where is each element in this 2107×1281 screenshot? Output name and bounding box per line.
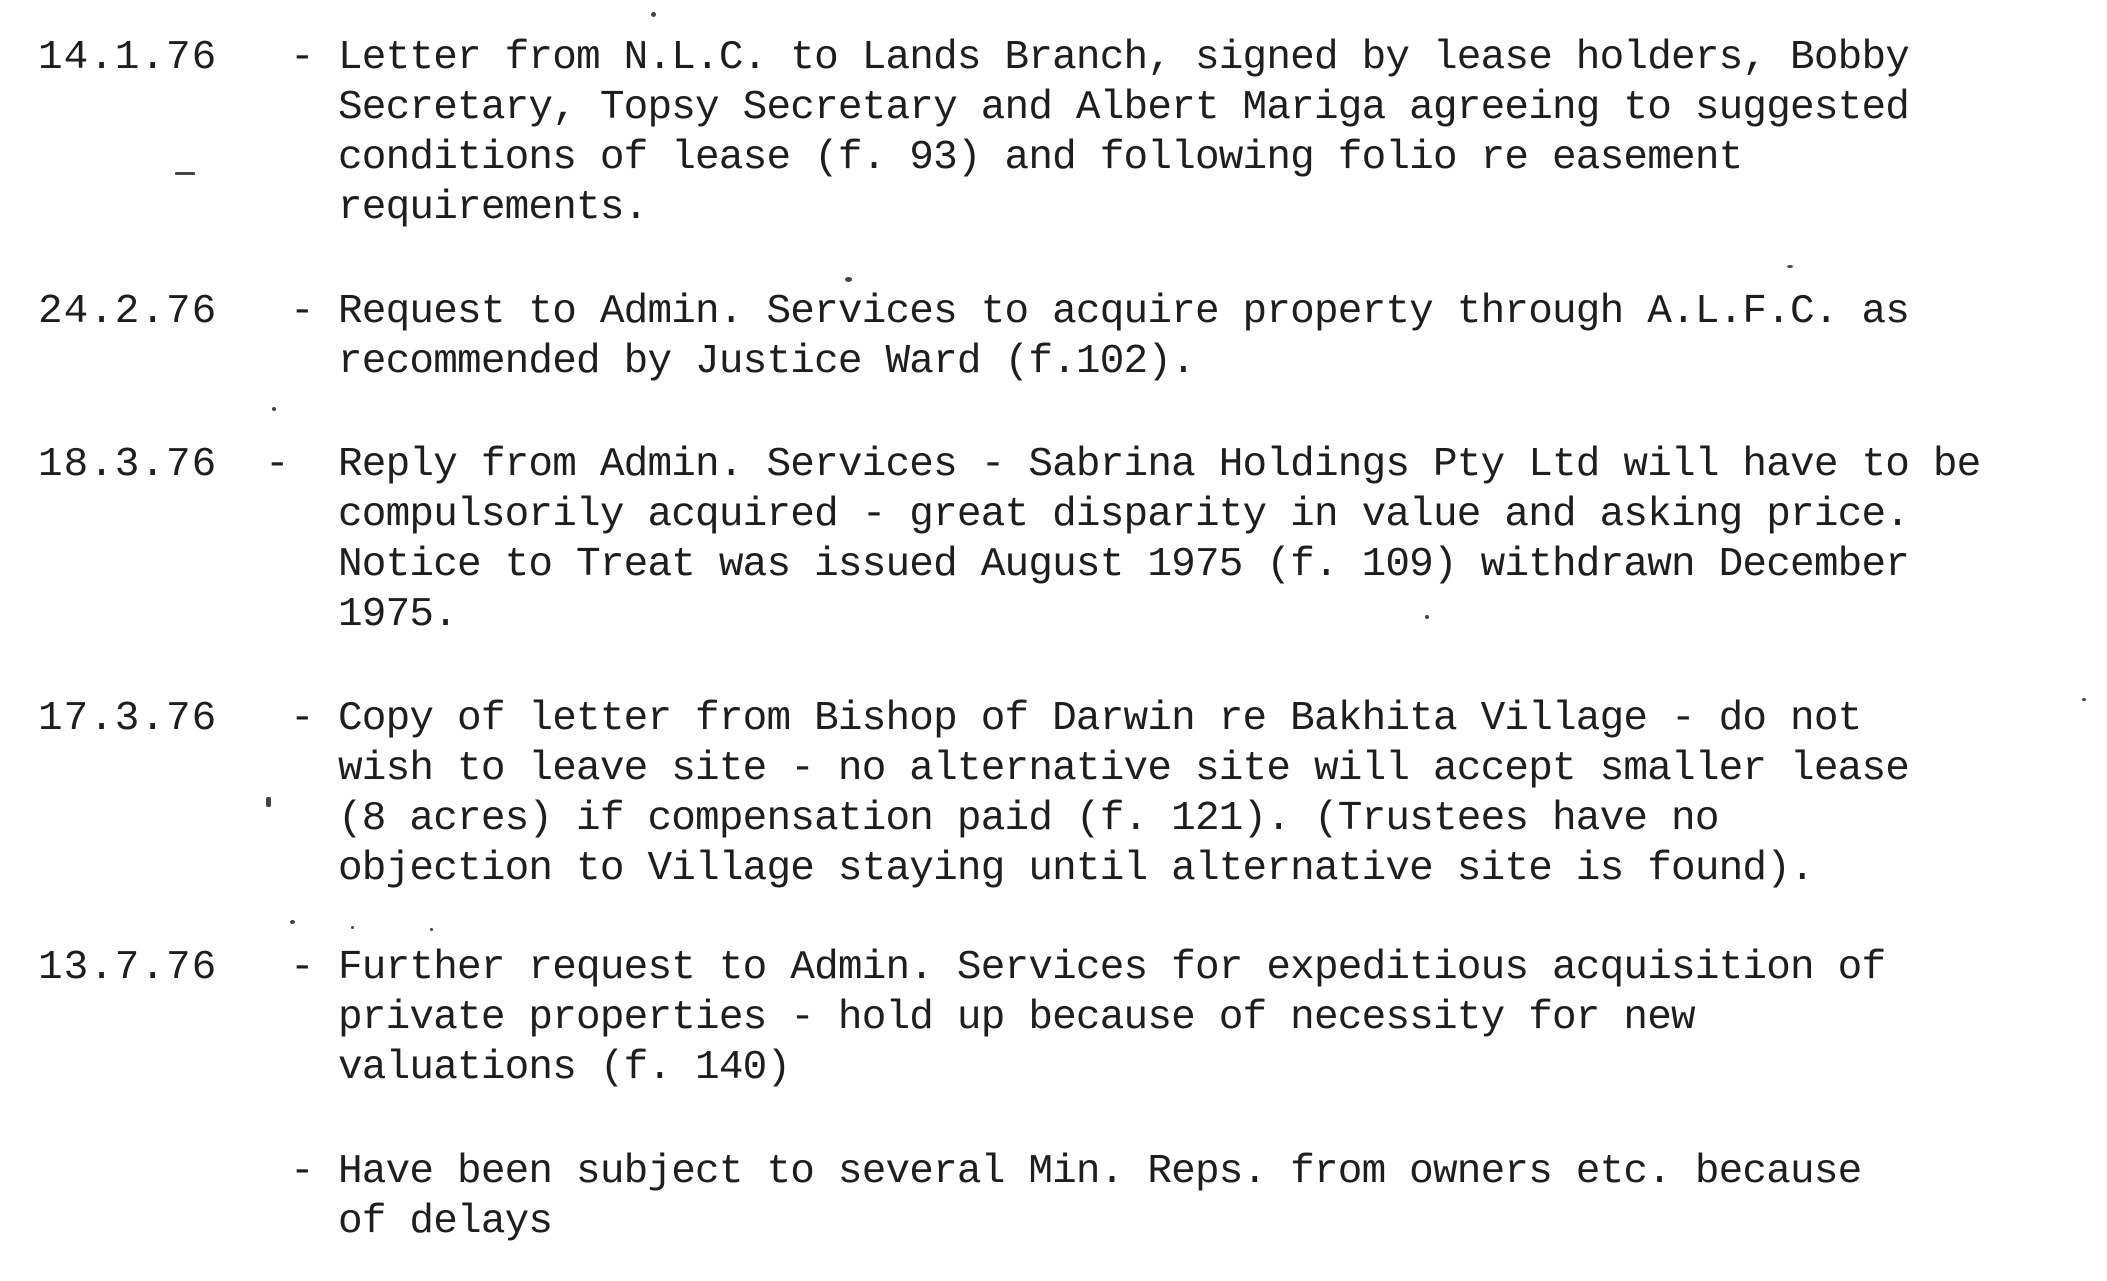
scan-speck bbox=[845, 277, 852, 282]
entry-line: conditions of lease (f. 93) and following folio re easement bbox=[338, 135, 1743, 181]
entry-text bbox=[338, 33, 2083, 233]
entry-line: private properties - hold up because of necessity for new bbox=[338, 995, 1695, 1041]
scan-speck bbox=[272, 407, 276, 411]
entry-line: Reply from Admin. Services - Sabrina Holdings Pty Ltd will have to be bbox=[338, 442, 1981, 488]
entry-dash: - bbox=[290, 35, 315, 81]
entry-date: 18.3.76 bbox=[38, 442, 218, 488]
entry-line: of delays bbox=[338, 1199, 553, 1245]
entry-line: (8 acres) if compensation paid (f. 121). (Trustees have no bbox=[338, 796, 1719, 842]
entry-dash: - bbox=[290, 1149, 315, 1195]
scan-speck bbox=[430, 928, 433, 931]
entry-date: 24.2.76 bbox=[38, 289, 218, 335]
entry-text bbox=[338, 943, 2083, 1093]
entry-text bbox=[338, 1147, 2083, 1247]
scan-speck bbox=[175, 172, 195, 175]
scan-speck bbox=[1425, 615, 1429, 619]
entry-text bbox=[338, 440, 2083, 640]
entry-date: 17.3.76 bbox=[38, 696, 218, 742]
entry-line: recommended by Justice Ward (f.102). bbox=[338, 339, 1195, 385]
scan-speck bbox=[2082, 698, 2086, 701]
scan-speck bbox=[1787, 265, 1793, 268]
entry-dash: - bbox=[290, 945, 315, 991]
entry-dash: - bbox=[265, 442, 290, 488]
entry-date: 14.1.76 bbox=[38, 35, 218, 81]
entry-dash: - bbox=[290, 289, 315, 335]
entry-line: 1975. bbox=[338, 592, 458, 638]
entry-line: Secretary, Topsy Secretary and Albert Mariga agreeing to suggested bbox=[338, 85, 1910, 131]
entry-line: requirements. bbox=[338, 185, 648, 231]
entry-line: Further request to Admin. Services for expeditious acquisition of bbox=[338, 945, 1886, 991]
entry-line: objection to Village staying until alternative site is found). bbox=[338, 846, 1814, 892]
scan-speck bbox=[266, 797, 271, 807]
entry-line: Copy of letter from Bishop of Darwin re Bakhita Village - do not bbox=[338, 696, 1862, 742]
entry-date: 13.7.76 bbox=[38, 945, 218, 991]
scan-speck bbox=[351, 926, 354, 929]
entry-line: Have been subject to several Min. Reps. from owners etc. because bbox=[338, 1149, 1862, 1195]
entry-text bbox=[338, 694, 2083, 894]
entry-line: wish to leave site - no alternative site will accept smaller lease bbox=[338, 746, 1910, 792]
scan-speck bbox=[290, 920, 295, 924]
entry-line: compulsorily acquired - great disparity in value and asking price. bbox=[338, 492, 1910, 538]
entry-line: valuations (f. 140) bbox=[338, 1045, 791, 1091]
entry-line: Letter from N.L.C. to Lands Branch, signed by lease holders, Bobby bbox=[338, 35, 1910, 81]
entry-dash: - bbox=[290, 696, 315, 742]
entry-line: Request to Admin. Services to acquire property through A.L.F.C. as bbox=[338, 289, 1910, 335]
scan-speck bbox=[651, 12, 656, 17]
entry-line: Notice to Treat was issued August 1975 (f. 109) withdrawn December bbox=[338, 542, 1910, 588]
entry-text bbox=[338, 287, 2083, 387]
